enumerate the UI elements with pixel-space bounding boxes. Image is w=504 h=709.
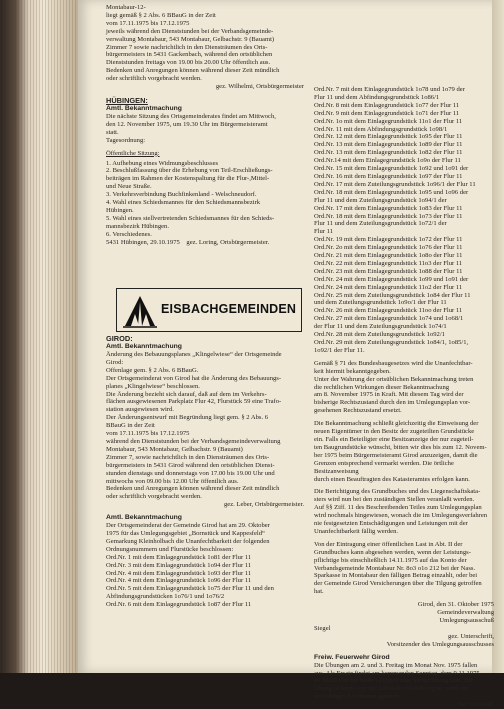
signature-wilhelmi: gez. Wilhelmi, Ortsbürgermeister: [215, 83, 304, 91]
text-line: Unter der Wahrung der ortsüblichen Bekanntmachung treten: [314, 375, 474, 383]
amtl-subtitle: Amtl. Bekanntmachung: [106, 514, 182, 522]
text-line: Tagesordnung:: [106, 136, 146, 144]
sign-role: Vorsitzender des Umlegungsausschusses: [386, 640, 494, 648]
left-column: [106, 0, 304, 246]
text-line: Unanfechtbarkeit fällig werden.: [314, 527, 399, 535]
feuerwehr-body: [314, 662, 494, 702]
text-line: Ord.Nr. 26 mit dem Einlagegrundstück 11oo der Flur 11: [314, 307, 463, 315]
text-line: Ord.Nr.14 mit dem Einlagegrundstück 1o9o der Flur 11: [314, 157, 461, 165]
girod-subtitle: Amtl. Bekanntmachung: [106, 343, 182, 350]
text-line: Grundbuches kann abgesehen werden, wenn der Leistungs-: [314, 548, 471, 556]
text-line: oder schriftlich vorgebracht werden.: [106, 493, 202, 501]
text-line: Zimmer 7 sowie nachrichtlich in den Diensträumen des Orts-: [106, 43, 268, 51]
huebingen-intro: [106, 113, 304, 145]
text-line: ber 1975 beim Bürgermeisteramt Girod anzuzeigen, damit die: [314, 451, 478, 459]
paragraph-berichtigung: [314, 488, 494, 535]
signature-leber: gez. Leber, Ortsbürgermeister.: [224, 501, 304, 509]
text-line: nie festgesetzten Entschädigungen und Leistungen mit der: [314, 520, 468, 528]
text-line: Der Ortsgemeinderat der Gemeinde Girod hat am 29. Oktober: [106, 522, 270, 530]
text-line: Die Bekanntmachung schließt gleichzeitig die Einweisung der: [314, 420, 479, 428]
public-session-heading: Öffentliche Sitzung:: [106, 149, 160, 157]
text-line: Flur 11: [314, 228, 333, 236]
text-line: Ord.Nr. 4 mit dem Einlagegrundstück 1o96 der Flur 11: [106, 577, 252, 585]
huebingen-place-date: 5431 Hübingen, 29.10.1975 gez. Loring, Ortsbürgermeister.: [106, 238, 270, 246]
left-column-lower: [106, 334, 304, 609]
text-line: Montabaur-12-: [106, 4, 146, 11]
text-line: sters wird nun bei den zuständigen Stellen veranlaßt werden.: [314, 496, 475, 504]
umlegung-list: [106, 522, 304, 609]
text-line: der Flur 11 und dem Zuteilungsgrundstück 1o74/1: [314, 323, 447, 331]
text-line: bürgermeisters in 5431 Gackenbach, während den ortsüblichen: [106, 51, 273, 59]
text-line: BBauG in der Zeit: [106, 422, 155, 430]
text-line: station ausgewiesen wird.: [106, 406, 174, 414]
text-line: Ord.Nr. 6 mit dem Einlagegrundstück 1o87 der Flur 11: [106, 601, 252, 609]
text-line: ab 10.00 Uhr für beide Gruppen eine Steigerübung statt. Die: [314, 677, 474, 685]
text-line: Ord.Nr. 29 mit dem Zuteilungsgrundstück 1o84/1, 1o85/1,: [314, 339, 469, 346]
text-line: 2. Beschlußfassung über die Erhebung von Teil-Erschließungs-: [106, 167, 273, 175]
text-line: Ord.Nr. 18 mit dem Einlagegrundstück 1o95 und 1o96 der: [314, 188, 469, 196]
text-line: Ord.Nr. 22 mit dem Einlagegrundstück 11o3 der Flur 11: [314, 259, 463, 267]
feuerwehr-signature: Der Vorstand.: [457, 701, 494, 709]
text-line: der Gemeinde Girod Versicherungen über die Tilgung getroffen: [314, 580, 482, 588]
sign-name: gez. Unterschrift,: [448, 632, 494, 640]
text-line: durch einen Beauftragten des Katasteramtes erfolgen kann.: [314, 475, 470, 483]
text-line: Ord.Nr. 25 mit dem Zuteilungsgrundstück 1o84 der Flur 11: [314, 291, 471, 299]
gackenbach-continuation: [106, 4, 304, 83]
text-line: Grenzen entsprechend vermarkt werden. Die örtliche Besitzanweisung: [314, 459, 454, 475]
text-line: statt.: [106, 128, 119, 136]
text-line: Ord.Nr. 13 mit dem Einlagegrundstück 1o89 der Flur 11: [314, 141, 463, 149]
text-line: Übung ist letzte vor der Jahresabschlußübung ist, wird um: [314, 685, 468, 693]
text-line: die rechtlichen Wirkungen dieser Bekanntmachung: [314, 383, 450, 391]
text-line: Ord.Nr. 7 mit dem Einlagegrundstück 1o78 und 1o79 der: [314, 86, 465, 93]
text-line: gesehenen Rechtszustand ersetzt.: [314, 407, 402, 415]
text-line: mittwochs von 09.00 bis 12.00 Uhr öffentlich aus.: [106, 477, 239, 485]
paragraph-einweisung: [314, 420, 494, 483]
text-line: jeweils während den Dienststunden bei der Verbandsgemeinde-: [106, 27, 274, 35]
girod-title: GIROD:: [106, 334, 133, 343]
text-line: Ord.Nr. 21 mit dem Einlagegrundstück 1o8o der Flur 11: [314, 252, 463, 260]
text-line: Auf §§ Ziff. 11 des Beschreibenden Teiles zum Umlegungsplan: [314, 504, 482, 512]
logo-text: EISBACHGEMEINDEN: [161, 302, 297, 316]
text-line: Ord.Nr. 1 mit dem Einlagegrundstück 1o81 der Flur 11: [106, 553, 252, 561]
text-line: bisherige Rechtszustand durch den im Umlegungsplan vor-: [314, 399, 471, 407]
text-line: aus. Als Ersatz findet am kommenden Sonntag, dem 9.11.1975: [314, 669, 480, 677]
text-line: Die nächste Sitzung des Ortsgemeinderates findet am Mittwoch,: [106, 112, 276, 120]
text-line: am 8. November 1975 in Kraft. Mit diesem Tag wird der: [314, 391, 464, 399]
text-line: und dem Zuteilungsgrundstück 1o9o/1 der Flur 11: [314, 299, 447, 307]
text-line: Von der Eintragung einer öffentlichen Last in Abt. II der: [314, 540, 463, 548]
text-line: Die Berichtigung des Grundbuches und des Liegenschaftskata-: [314, 488, 481, 496]
text-line: 1975 für das Umlegungsgebiet „Bornstück und Kappesfeld“: [106, 530, 265, 538]
text-line: verwaltung Montabaur, 543 Montabaur, Gelbachstr. 9 (Bauamt): [106, 35, 275, 43]
text-line: vom 17.11.1975 bis 17.12.1975: [106, 19, 190, 27]
text-line: Gemarkung Kleinholbach die Unanfechtbarkeit der folgenden: [106, 537, 270, 545]
text-line: Ord.Nr. 18 mit dem Einlagegrundstück 1o73 der Flur 11: [314, 212, 463, 220]
text-line: 4. Wahl eines Schiedsmannes für den Schiedsmannsbezirk: [106, 199, 261, 207]
text-line: Ord.Nr. 19 mit dem Einlagegrundstück 1o72 der Flur 11: [314, 236, 463, 244]
text-line: Ord.Nr. 5 mit dem Einlagegrundstück 1o75 der Flur 11 und den: [106, 585, 274, 593]
text-line: Ord.Nr. 24 mit dem Einlagegrundstück 1o99 und 1o91 der: [314, 275, 469, 283]
paragraph-unanfechtbarkeit: [314, 360, 494, 415]
sign-place-date: Girod, den 31. Oktober 1975: [417, 601, 494, 609]
text-line: Ord.Nr. 3 mit dem Einlagegrundstück 1o94 der Flur 11: [106, 561, 252, 569]
text-line: Zimmer 7, sowie nachrichtlich in den Diensträumen des Orts-: [106, 453, 270, 461]
paragraph-oeffentliche-last: [314, 541, 494, 596]
text-line: mannsbezirk Hübingen.: [106, 222, 169, 230]
girod-body: [106, 351, 304, 501]
text-line: Verbandsgemeinde Montabaur Nr. 8o3 o1o 212 bei der Nass.: [314, 564, 476, 572]
church-mountain-icon: [123, 292, 157, 328]
text-line: neuen Eigentümer in den Besitz der zugeteilten Grundstücke: [314, 428, 475, 436]
text-line: Der Änderungsentwurf mit Begründung liegt gem. § 2 Abs. 6: [106, 414, 269, 422]
text-line: stunden dienstags und donnerstags von 17.00 bis 19.00 Uhr und: [106, 469, 275, 477]
text-line: und Neue Straße.: [106, 183, 152, 191]
text-line: vom 17.11.1975 bis 17.12.1975: [106, 430, 190, 438]
text-line: 1. Aufhebung eines Widmungsbeschlusses: [106, 159, 219, 167]
agenda-list: [106, 160, 304, 239]
text-line: Ord.Nr. 9 mit dem Einlagegrundstück 1o71 der Flur 11: [314, 109, 460, 117]
feuerwehr-title: Freiw. Feuerwehr Girod: [314, 653, 390, 661]
text-line: ein. Falls ein Beteiligter eine Besitzanzeige der nur zugeteil-: [314, 435, 474, 443]
text-line: Ord.Nr. 24 mit dem Einlagegrundstück 11o2 der Flur 11: [314, 283, 463, 291]
text-line: Ord.Nr. 17 mit dem Zuteilungsgrundstück 1o96/1 der Flur 11: [314, 180, 476, 188]
text-line: Sparkasse in Montabaur den fälligen Betrag einzahlt, oder bei: [314, 572, 478, 580]
text-line: Ord.Nr. 4 mit dem Einlagegrundstück 1o93 der Flur 11: [106, 569, 252, 577]
text-line: Ord.Nr. 13 mit dem Einlagegrundstück 1o82 der Flur 11: [314, 149, 463, 157]
text-line: 6. Verschiedenes.: [106, 230, 152, 238]
text-line: Offenlage gem. § 2 Abs. 6 BBauG.: [106, 366, 199, 374]
text-line: wird nochmals hingewiesen, wonach die im Umlegungsverfahren: [314, 512, 488, 520]
right-column: [314, 0, 494, 709]
text-line: Ord.Nr. 12 mit dem Einlagegrundstück 1o95 der Flur 11: [314, 133, 463, 141]
text-line: 3. Verkehrsverbindung Buchfinkenland - Welschneudorf.: [106, 191, 257, 199]
text-line: planes „Klingelwiese“ beschlossen.: [106, 382, 200, 390]
text-line: während den Dienststunden bei der Verbandsgemeindeverwaltung: [106, 437, 281, 445]
text-line: bürgermeisters in 5431 Girod während den ortsüblichen Dienst-: [106, 461, 275, 469]
text-line: 1o92/1 der Flur 11.: [314, 346, 365, 354]
text-line: Änderung des Bebauungsplanes „Klingelwiese“ der Ortsgemeinde: [106, 351, 282, 358]
text-line: Dienststunden freitags von 19.00 bis 20.00 Uhr öffentlich aus.: [106, 59, 271, 67]
sign-org1: Gemeindeverwaltung: [437, 609, 494, 617]
text-line: Ord.Nr. 27 mit dem Einlagegrundstück 1o74 und 1o68/1: [314, 315, 464, 323]
sign-seal: Siegel: [314, 624, 331, 632]
text-line: Abfindungsgrundstücken 1o76/1 und 1o76/2: [106, 593, 225, 601]
text-line: Ord.Nr. 28 mit dem Zuteilungsgrundstück 1o92/1: [314, 331, 445, 339]
text-line: Ordnungsnummern und Flurstücke beschlossen:: [106, 545, 234, 553]
text-line: 5. Wahl eines stellvertretenden Schiedsmannes für den Schieds-: [106, 214, 275, 222]
text-line: Gemäß § 71 des Bundesbaugesetzes wird die Unanfechtbar-: [314, 359, 473, 367]
book-page-edges: [0, 0, 78, 673]
ordnungsnummern-list: [314, 86, 494, 355]
text-line: Ord.Nr. 11 mit dem Abfindungsgrundstück 1o98/1: [314, 125, 448, 133]
text-line: Flur 11 und dem Abfindungsgrundstück 1o86/1: [314, 93, 440, 101]
text-line: oder schriftlich vorgebracht werden.: [106, 75, 202, 83]
text-line: Ord.Nr. 8 mit dem Einlagegrundstück 1o77 der Flur 11: [314, 101, 460, 109]
text-line: flächen ausgewiesenen Parkplatz Flur 42, Flurstück 59 eine Trafo-: [106, 398, 282, 406]
text-line: Die Übungen am 2. und 3. Freitag im Monat Nov. 1975 fallen: [314, 661, 478, 669]
text-line: Ord.Nr. 17 mit dem Einlagegrundstück 1o83 der Flur 11: [314, 204, 463, 212]
text-line: Die Änderung bezieht sich darauf, daß auf dem im Verkehrs-: [106, 390, 267, 398]
text-line: Hübingen.: [106, 206, 134, 214]
text-line: beiträgen im Rahmen der Kostenspaltung für die Flur-,Mittel-: [106, 175, 270, 183]
text-line: Girod:: [106, 358, 124, 366]
text-line: liegt gemäß § 2 Abs. 6 BBauG in der Zeit: [106, 11, 216, 19]
text-line: den 12. November 1975, um 19.30 Uhr im Bürgermeisteramt: [106, 120, 268, 128]
huebingen-subtitle: Amtl. Bekanntmachung: [106, 104, 182, 112]
text-line: Bedenken und Anregungen können während dieser Zeit mündlich: [106, 67, 280, 75]
text-line: Ord.Nr. 2o mit dem Einlagegrundstück 1o76 der Flur 11: [314, 244, 463, 252]
text-line: Montabaur, 543 Montabaur, Gelbachstr. 9 (Bauamt): [106, 445, 243, 453]
text-line: Ord.Nr. 15 mit dem Einlagegrundstück 1o92 und 1o91 der: [314, 165, 469, 173]
text-line: vollzähliges Erscheinen gebeten.: [314, 693, 401, 701]
huebingen-title: HÜBINGEN:: [106, 95, 148, 105]
text-line: Ord.Nr. 1o mit dem Einlagegrundstück 11o1 der Flur 11: [314, 117, 463, 125]
text-line: keit hiermit bekanntgegeben.: [314, 367, 391, 375]
text-line: ten Baugrundstücke wünscht, bitten wir dies bis zum 12. Novem-: [314, 443, 487, 451]
eisbachgemeinden-logo: [116, 288, 302, 332]
text-line: hat.: [314, 588, 324, 596]
text-line: Bedenken und Anregungen können während dieser Zeit mündlich: [106, 485, 280, 493]
text-line: pflichtige bis einschließlich 14.11.1975 auf das Konto der: [314, 556, 467, 564]
sign-org2: Umlegungsausschuß: [439, 617, 494, 624]
text-line: Flur 11 und dem Zuteilungsgrundstück 1o72/1 der: [314, 220, 447, 228]
text-line: Der Ortsgemeinderat von Girod hat die Änderung des Bebauungs-: [106, 374, 282, 382]
text-line: Flur 11 und dem Zuteilungsgrundstück 1o94/1 der: [314, 196, 447, 204]
text-line: Ord.Nr. 16 mit dem Einlagegrundstück 1o97 der Flur 11: [314, 172, 463, 180]
text-line: Ord.Nr. 23 mit dem Einlagegrundstück 1o88 der Flur 11: [314, 267, 463, 275]
